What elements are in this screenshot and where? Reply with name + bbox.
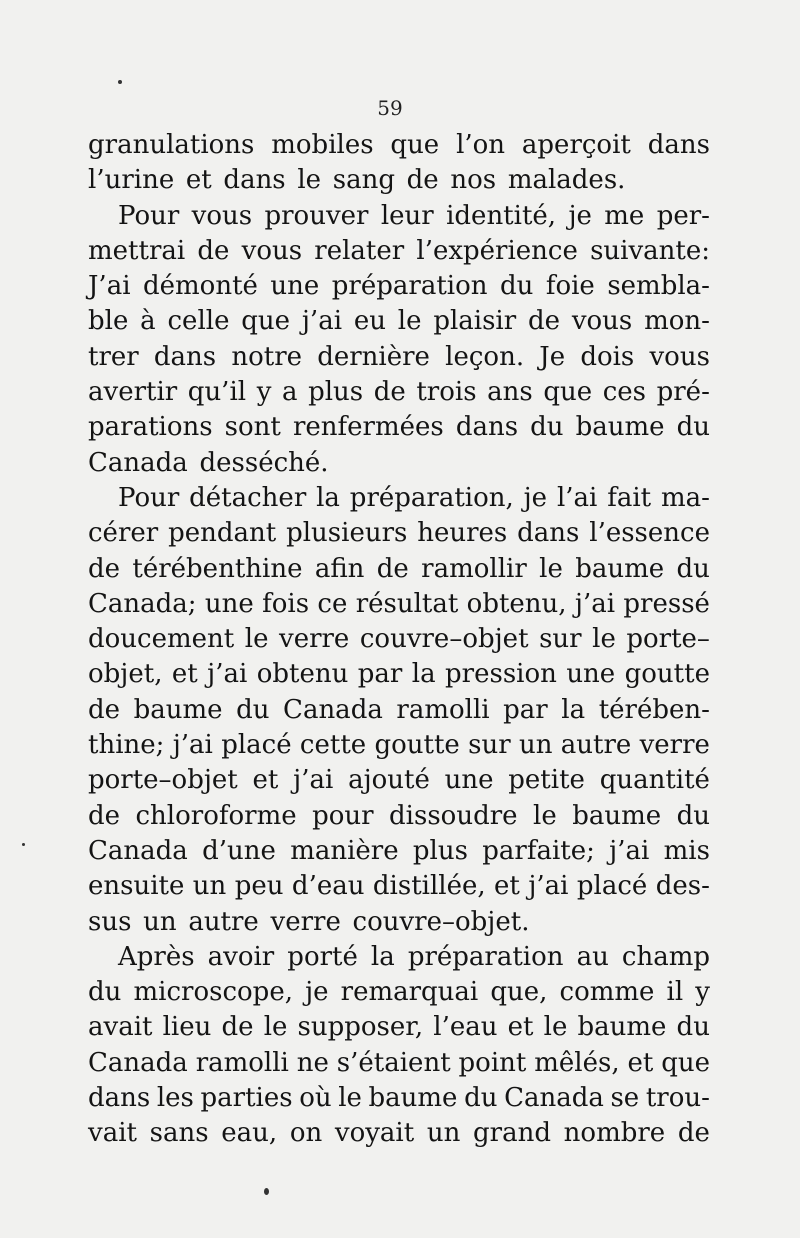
- text-line: Pour détacher la préparation, je l’ai fait ma-: [118, 482, 710, 513]
- text-line: dans les parties où le baume du Canada se trou-: [88, 1083, 710, 1114]
- text-line: granulations mobiles que l’on aperçoit dans: [88, 130, 710, 160]
- scan-speck: [118, 80, 122, 84]
- text-line: porte–objet et j’ai ajouté une petite quantité: [88, 765, 710, 796]
- text-line: du microscope, je remarquai que, comme il y: [88, 977, 710, 1008]
- text-line: J’ai démonté une préparation du foie sembla-: [88, 271, 710, 302]
- text-line: parations sont renfermées dans du baume du: [88, 412, 710, 443]
- text-line: de térébenthine afin de ramollir le baume du: [88, 553, 710, 584]
- text-line: Pour vous prouver leur identité, je me per-: [118, 200, 710, 231]
- text-line: de chloroforme pour dissoudre le baume du: [88, 800, 710, 831]
- text-line: vait sans eau, on voyait un grand nombre de: [88, 1118, 710, 1149]
- paragraph: [88, 940, 710, 1152]
- text-line: avertir qu’il y a plus de trois ans que ces pré-: [88, 377, 710, 408]
- text-line: Canada desséché.: [88, 447, 329, 478]
- paragraph: [88, 128, 710, 199]
- text-line: Canada ramolli ne s’étaient point mêlés, et que: [88, 1047, 710, 1078]
- body-text: [88, 128, 710, 1152]
- text-line: Après avoir porté la préparation au champ: [118, 941, 710, 972]
- text-line: de baume du Canada ramolli par la térében-: [88, 694, 710, 725]
- text-line: thine; j’ai placé cette goutte sur un autre verre: [88, 730, 710, 761]
- text-line: ble à celle que j’ai eu le plaisir de vous mon-: [88, 306, 710, 337]
- text-line: objet, et j’ai obtenu par la pression une goutte: [88, 659, 710, 690]
- text-line: trer dans notre dernière leçon. Je dois vous: [88, 341, 710, 372]
- text-line: sus un autre verre couvre–objet.: [88, 906, 530, 937]
- text-line: doucement le verre couvre–objet sur le porte–: [88, 624, 710, 655]
- text-line: Canada d’une manière plus parfaite; j’ai mis: [88, 835, 710, 866]
- text-line: l’urine et dans le sang de nos malades.: [88, 165, 626, 196]
- paragraph: [88, 199, 710, 481]
- paragraph: [88, 481, 710, 940]
- page-number: 59: [377, 96, 403, 120]
- text-line: Canada; une fois ce résultat obtenu, j’ai pressé: [88, 588, 710, 619]
- text-line: ensuite un peu d’eau distillée, et j’ai placé des-: [88, 871, 710, 902]
- scan-speck: [22, 843, 25, 846]
- scan-speck: [264, 1188, 269, 1195]
- text-line: avait lieu de le supposer, l’eau et le baume du: [88, 1012, 710, 1043]
- text-line: cérer pendant plusieurs heures dans l’essence: [88, 518, 710, 549]
- text-line: mettrai de vous relater l’expérience suivante:: [88, 235, 710, 266]
